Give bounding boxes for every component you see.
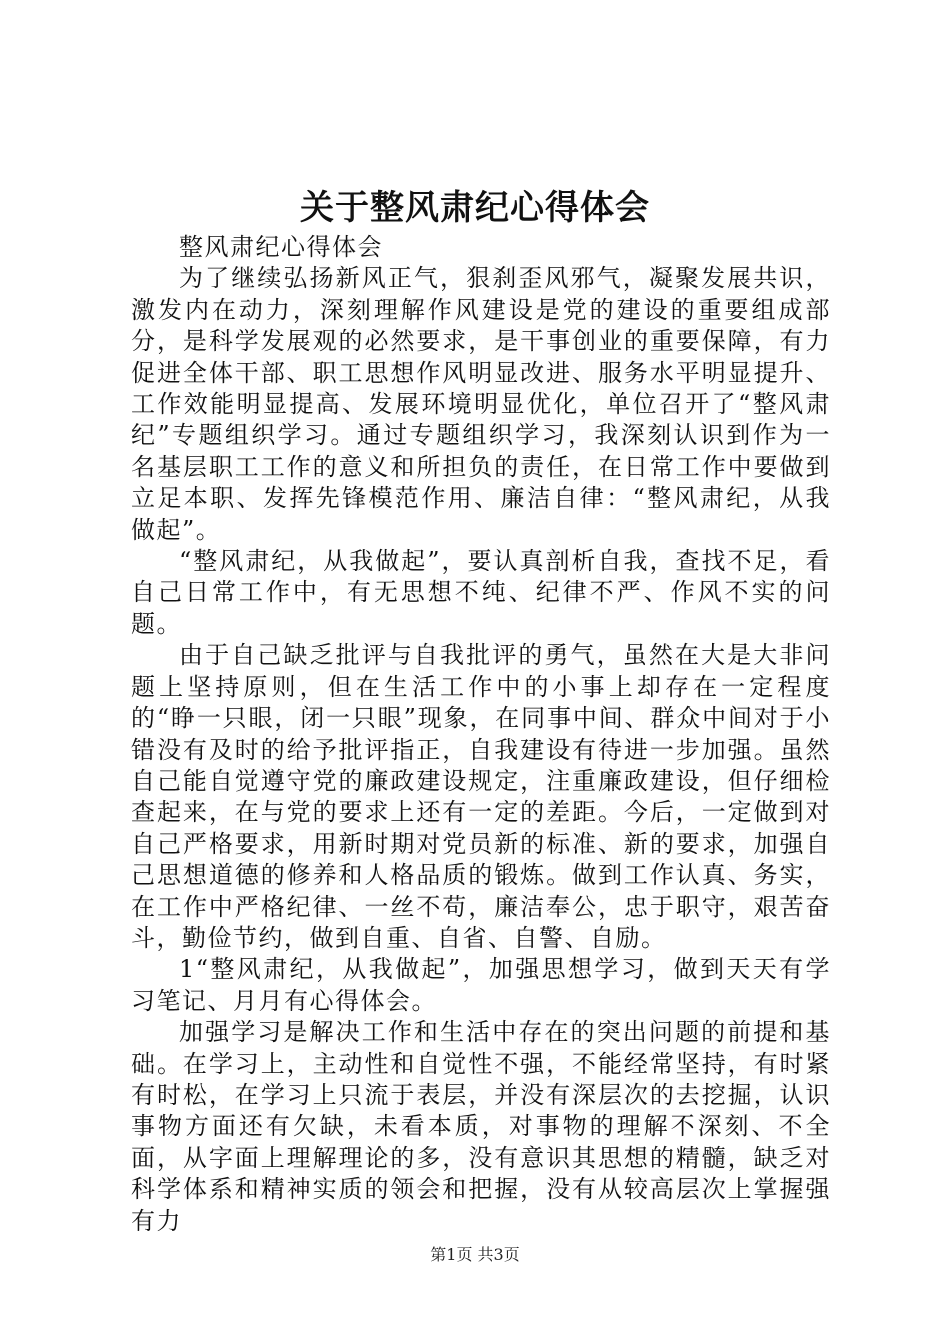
paragraph-3: 由于自己缺乏批评与自我批评的勇气，虽然在大是大非问题上坚持原则，但在生活工作中的小事上却存在一定程度的“睁一只眼，闭一只眼”现象，在同事中间、群众中间对于小错没有及时的给予批评指正，自我建设有待进一步加强。虽然自己能自觉遵守党的廉政建设规定，注重廉政建设，但仔细检查起来，在与党的要求上还有一定的差距。今后，一定做到对自己严格要求，用新时期对党员新的标准、新的要求，加强自己思想道德的修养和人格品质的锻炼。做到工作认真、务实，在工作中严格纪律、一丝不苟，廉洁奉公，忠于职守，艰苦奋斗，勤俭节约，做到自重、自省、自警、自励。 (131, 641, 831, 952)
paragraph-5: 加强学习是解决工作和生活中存在的突出问题的前提和基础。在学习上，主动性和自觉性不强，不能经常坚持，有时紧有时松，在学习上只流于表层，并没有深层次的去挖掘，认识事物方面还有欠缺，未看本质，对事物的理解不深刻、不全面，从字面上理解理论的多，没有意识其思想的精髓，缺乏对科学体系和精神实质的领会和把握，没有从较高层次上掌握强有力 (131, 1018, 831, 1235)
document-body (131, 232, 831, 1237)
document-subtitle: 整风肃纪心得体会 (179, 233, 383, 261)
paragraph-1: 为了继续弘扬新风正气，狠刹歪风邪气，凝聚发展共识，激发内在动力，深刻理解作风建设是党的建设的重要组成部分，是科学发展观的必然要求，是干事创业的重要保障，有力促进全体干部、职工思想作风明显改进、服务水平明显提升、工作效能明显提高、发展环境明显优化，单位召开了“整风肃纪”专题组织学习。通过专题组织学习，我深刻认识到作为一名基层职工工作的意义和所担负的责任，在日常工作中要做到立足本职、发挥先锋模范作用、廉洁自律：“整风肃纪，从我做起”。 (131, 264, 831, 544)
document-title: 关于整风肃纪心得体会 (300, 188, 650, 228)
paragraph-4: 1“整风肃纪，从我做起”，加强思想学习，做到天天有学习笔记、月月有心得体会。 (131, 955, 831, 1015)
paragraph-2: “整风肃纪，从我做起”，要认真剖析自我，查找不足，看自己日常工作中，有无思想不纯、纪律不严、作风不实的问题。 (131, 547, 831, 638)
page-footer: 第1页 共3页 (430, 1245, 520, 1264)
